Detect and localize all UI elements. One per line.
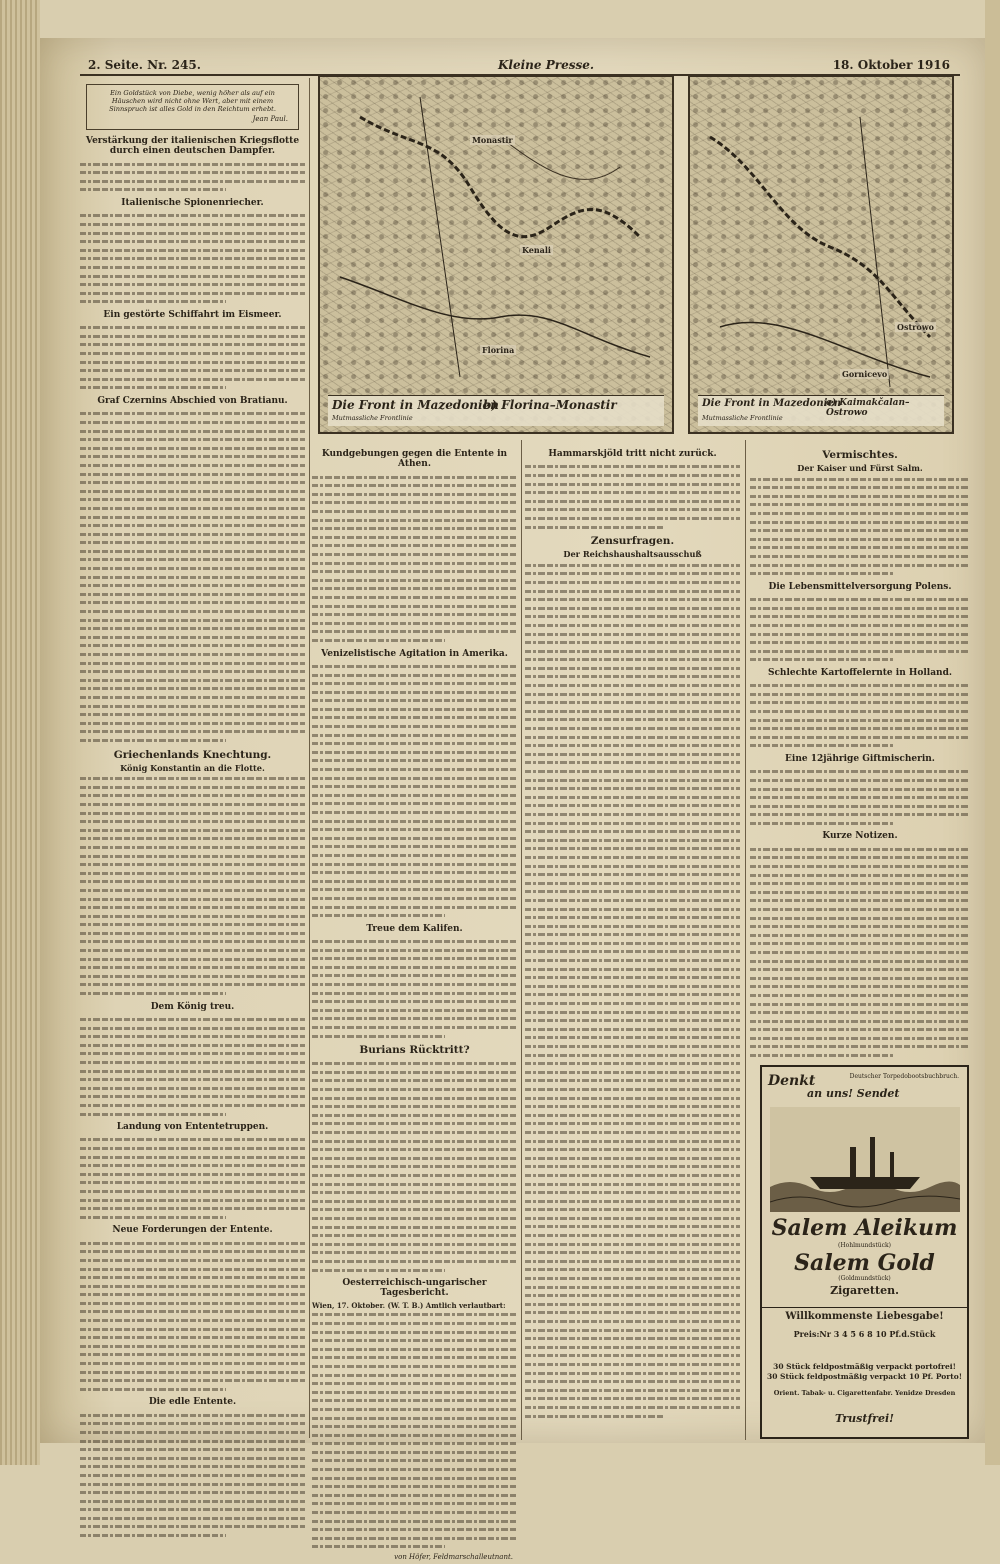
warship-illustration: [770, 1107, 960, 1212]
brand-name-1: Salem Aleikum: [771, 1215, 958, 1241]
map-legend: Mutmassliche Frontlinie: [332, 414, 413, 422]
map-florina-monastir: [318, 75, 674, 434]
article-headline: Graf Czernins Abschied von Bratianu.: [97, 396, 288, 407]
column-2: [312, 445, 517, 1564]
map-legend: Mutmassliche Frontlinie: [702, 414, 783, 422]
article-headline: Oesterreichisch-ungarischer Tagesbericht.: [342, 1278, 487, 1299]
map-subtitle: b) Florina–Monastir: [483, 398, 617, 412]
motto-signature: Jean Paul.: [252, 115, 288, 123]
map-kaimakcalan-ostrowo: [688, 75, 954, 434]
place-label: Monastir: [472, 135, 513, 145]
ad-price: Preis:Nr 3 4 5 6 8 10 Pf.d.Stück: [793, 1329, 936, 1339]
article-headline: Venizelistische Agitation in Amerika.: [321, 648, 508, 659]
map-drawing: [690, 77, 952, 397]
issue-date: 18. Oktober 1916: [832, 58, 950, 72]
article-headline: Schlechte Kartoffelernte in Holland.: [767, 667, 953, 678]
article-headline: Die Lebensmittelversorgung Polens.: [768, 581, 952, 592]
ad-trust-note: Trustfrei!: [835, 1412, 894, 1425]
ad-manufacturer: Orient. Tabak- u. Cigarettenfabr. Yenidze Dresden: [773, 1389, 956, 1397]
adjacent-page-edge: [985, 0, 1000, 1465]
column-3: [525, 445, 740, 1420]
article-headline: Treue dem Kalifen.: [366, 923, 463, 934]
place-label: Florina: [482, 345, 515, 355]
article-headline: Neue Forderungen der Entente.: [112, 1225, 273, 1236]
place-label: Kenali: [522, 245, 551, 255]
motto-box: [86, 84, 299, 130]
article-subheadline: König Konstantin an die Flotte.: [120, 762, 265, 773]
cigarette-advertisement: [760, 1065, 969, 1439]
article-headline: Hammarskjöld tritt nicht zurück.: [548, 449, 717, 459]
article-headline: Italienische Spionenriecher.: [121, 198, 264, 209]
article-headline: Dem König treu.: [150, 1001, 235, 1012]
article-subheadline: Der Reichshaushaltsausschuß: [563, 549, 702, 560]
ad-tagline: Willkommenste Liebesgabe!: [762, 1307, 967, 1322]
paper-name: Kleine Presse.: [498, 58, 595, 72]
ad-pack-offer: 30 Stück feldpostmäßig verpackt portofrei!: [773, 1362, 956, 1371]
article-headline: Griechenlands Knechtung.: [113, 748, 272, 761]
article-headline: Kundgebungen gegen die Entente in Athen.: [321, 449, 508, 470]
place-label: Gornicevo: [842, 369, 888, 379]
column-1: [80, 80, 305, 1540]
article-headline: Zensurfragen.: [590, 535, 675, 548]
place-label: Ostrowo: [897, 322, 934, 332]
map-subtitle: a) Kaimakčalan–Ostrowo: [826, 398, 910, 418]
article-headline: Die edle Entente.: [148, 1397, 237, 1408]
brand-note-1: (Hohlmundstück): [838, 1242, 891, 1249]
article-headline: Burians Rücktritt?: [359, 1044, 470, 1057]
signature: von Höfer, Feldmarschalleutnant.: [394, 1553, 513, 1561]
column-divider: [521, 440, 522, 1440]
brand-note-2: (Goldmundstück): [838, 1275, 891, 1282]
article-headline: Ein gestörte Schiffahrt im Eismeer.: [103, 309, 282, 320]
column-4: [750, 445, 970, 1060]
brand-name-2: Salem Gold: [794, 1250, 935, 1276]
map-title: Die Front in Mazedonien: [332, 398, 499, 412]
map-title: Die Front in Mazedonien: [702, 398, 842, 409]
column-divider: [309, 78, 310, 1438]
brand-product: Zigaretten.: [830, 1284, 899, 1297]
book-binding-edge: [0, 0, 40, 1465]
ad-corner-label: Deutscher Torpedobootsbuchbruch.: [849, 1073, 959, 1080]
page-label: 2. Seite. Nr. 245.: [88, 58, 201, 72]
page-header: [88, 58, 950, 74]
article-headline: Verstärkung der italienischen Kriegsflotte durch einen deutschen Dampfer.: [85, 136, 300, 157]
ad-pack-offer-2: 30 Stück feldpostmäßig verpackt 10 Pf. Porto!: [766, 1372, 963, 1381]
column-divider: [745, 440, 746, 1440]
article-headline: Vermischtes.: [822, 449, 898, 461]
motto-text: Ein Goldstück von Diebe, wenig höher als auf ein Häuschen wird nicht ohne Wert, aber mit einem Sinnspruch ist alles Gold in den Reichtum erhebt.: [109, 89, 276, 113]
map-caption: [698, 395, 944, 426]
ad-slogan: Denkt: [768, 1073, 816, 1089]
article-headline: Landung von Ententetruppen.: [116, 1122, 269, 1133]
article-headline: Kurze Notizen.: [822, 831, 898, 842]
dateline: Wien, 17. Oktober. (W. T. B.) Amtlich verlautbart:: [312, 1300, 506, 1310]
article-headline: Eine 12jährige Giftmischerin.: [785, 753, 935, 764]
map-caption: [328, 395, 664, 426]
article-subheadline: Der Kaiser und Fürst Salm.: [797, 463, 923, 474]
ad-slogan-2: an uns! Sendet: [807, 1087, 900, 1100]
